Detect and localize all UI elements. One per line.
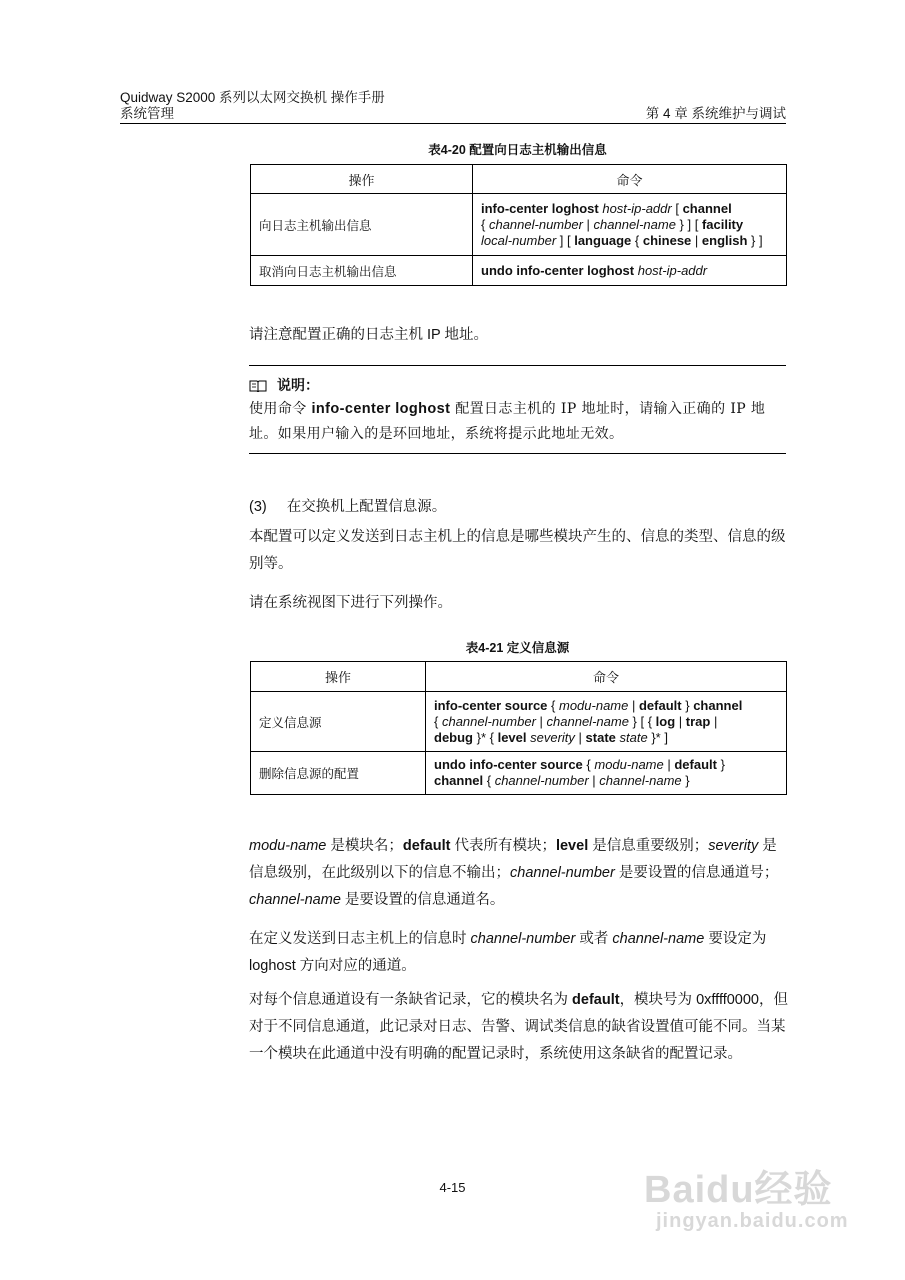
note-text-1: 使用命令: [249, 401, 307, 417]
table2-row1-op: 定义信息源: [251, 692, 426, 752]
note-text-2: 配置日志主机的 IP 地址时，请输入正确的 IP 地址。如果用户输入的是环回地址，系统将提示此地址无效。: [249, 401, 766, 442]
note-title: 说明：: [277, 377, 319, 393]
table2-caption: 表4-21 定义信息源: [465, 641, 570, 655]
book-icon: [249, 379, 267, 392]
note-command: info-center loghost: [311, 401, 451, 417]
step-3-text: 在交换机上配置信息源。: [286, 499, 447, 515]
watermark-url: jingyan.baidu.com: [656, 1210, 849, 1232]
watermark-logo: Baidu经验: [644, 1169, 833, 1211]
para-default-record: 对每个信息通道设有一条缺省记录，它的模块名为 default，模块号为 0xffff0000，但对于不同信息通道，此记录对日志、告警、调试类信息的缺省设置值可能不同。当某一个模块在此通道中没有明确的配置记录时，系统使用这条缺省的配置记录。: [249, 992, 788, 1062]
table1-row1-op: 向日志主机输出信息: [251, 194, 473, 256]
table1-row2-cmd: undo info-center loghost host-ip-addr: [473, 256, 787, 286]
para-params: modu-name 是模块名；default 代表所有模块；level 是信息重要级别；severity 是信息级别，在此级别以下的信息不输出；channel-number 是要设置的信息通道号；channel-name 是要设置的信息通道名。: [249, 838, 779, 908]
table1-header-cmd: 命令: [473, 165, 787, 194]
manual-title: Quidway S2000 系列以太网交换机 操作手册: [120, 90, 385, 105]
chapter-title: 第 4 章 系统维护与调试: [645, 106, 786, 121]
para-channel: 在定义发送到日志主机上的信息时 channel-number 或者 channel-name 要设定为 loghost 方向对应的通道。: [249, 931, 767, 974]
page-number: 4-15: [439, 1180, 466, 1195]
note-body: [249, 397, 786, 453]
para-definition: 本配置可以定义发送到日志主机上的信息是哪些模块产生的、信息的类型、信息的级别等。: [249, 529, 786, 572]
table2-row2-op: 删除信息源的配置: [251, 752, 426, 795]
table-loghost: [250, 164, 787, 286]
table1-row2-op: 取消向日志主机输出信息: [251, 256, 473, 286]
table2-row2-cmd: undo info-center source { modu-name | default } channel { channel-number | channel-name }: [426, 752, 787, 795]
table1-row1-cmd: info-center loghost host-ip-addr [ channel { channel-number | channel-name } ] [ facility local-number ] [ language { chinese | english } ]: [473, 194, 787, 256]
table2-header-cmd: 命令: [426, 662, 787, 692]
para-system-view: 请在系统视图下进行下列操作。: [249, 595, 452, 611]
table2-row1-cmd: info-center source { modu-name | default } channel { channel-number | channel-name } [ { log | trap | debug }* { level severity | state state }* ]: [426, 692, 787, 752]
note-box: [249, 365, 786, 454]
table2-header-op: 操作: [251, 662, 426, 692]
table-source: [250, 661, 787, 795]
header-rule: [120, 123, 786, 124]
step-3: [249, 494, 446, 521]
step-3-number: (3): [249, 499, 267, 515]
para-ip-note: 请注意配置正确的日志主机 IP 地址。: [249, 327, 488, 343]
section-name: 系统管理: [120, 106, 174, 121]
table1-header-op: 操作: [251, 165, 473, 194]
table1-caption: 表4-20 配置向日志主机输出信息: [428, 143, 607, 157]
